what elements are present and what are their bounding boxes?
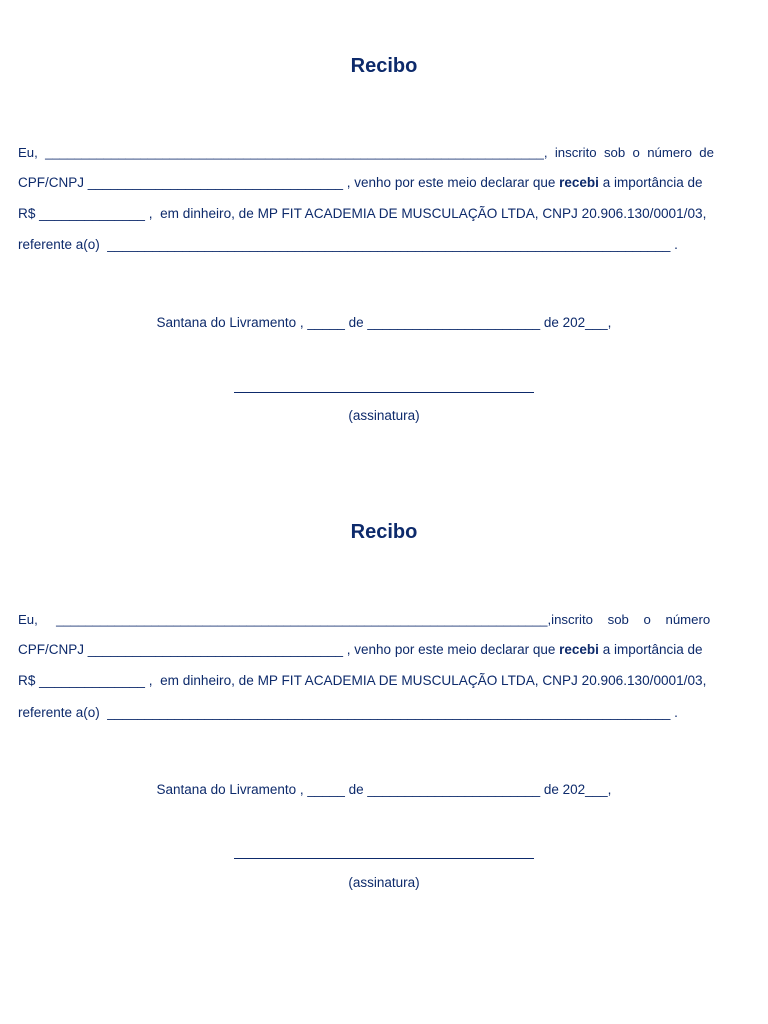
received-bold: recebi [559, 642, 599, 657]
receipt-line-cpf [18, 642, 749, 658]
receipt-line-amount: R$ ______________ , em dinheiro, de MP FIT ACADEMIA DE MUSCULAÇÃO LTDA, CNPJ 20.906.130/0001/03, [18, 206, 707, 221]
receipt-title: Recibo [350, 521, 418, 543]
receipt-line-amount: R$ ______________ , em dinheiro, de MP FIT ACADEMIA DE MUSCULAÇÃO LTDA, CNPJ 20.906.130/0001/03, [18, 673, 707, 688]
signature-line [234, 392, 534, 393]
signature-label: (assinatura) [348, 408, 420, 423]
receipt-line-name: Eu, ___________________________________________________________________,inscrito sob o número [18, 612, 711, 627]
cpf-text: CPF/CNPJ __________________________________ , venho por este meio declarar que [18, 175, 560, 190]
cpf-text: CPF/CNPJ __________________________________ , venho por este meio declarar que [18, 642, 560, 657]
importance-text: a importância de [598, 175, 703, 190]
receipt-line-reference: referente a(o) ___________________________________________________________________________ . [18, 237, 678, 252]
place-date-line: Santana do Livramento , _____ de _______________________ de 202___, [156, 315, 612, 330]
signature-line [234, 858, 534, 859]
received-bold: recebi [559, 175, 599, 190]
importance-text: a importância de [598, 642, 703, 657]
place-date-line: Santana do Livramento , _____ de _______________________ de 202___, [156, 782, 612, 797]
signature-label: (assinatura) [348, 875, 420, 890]
receipt-line-name: Eu, ____________________________________________________________________, inscrito sob o número de [18, 145, 714, 160]
receipt-line-reference: referente a(o) ___________________________________________________________________________ . [18, 705, 678, 720]
receipt-title: Recibo [350, 55, 418, 77]
receipt-line-cpf [18, 175, 749, 191]
